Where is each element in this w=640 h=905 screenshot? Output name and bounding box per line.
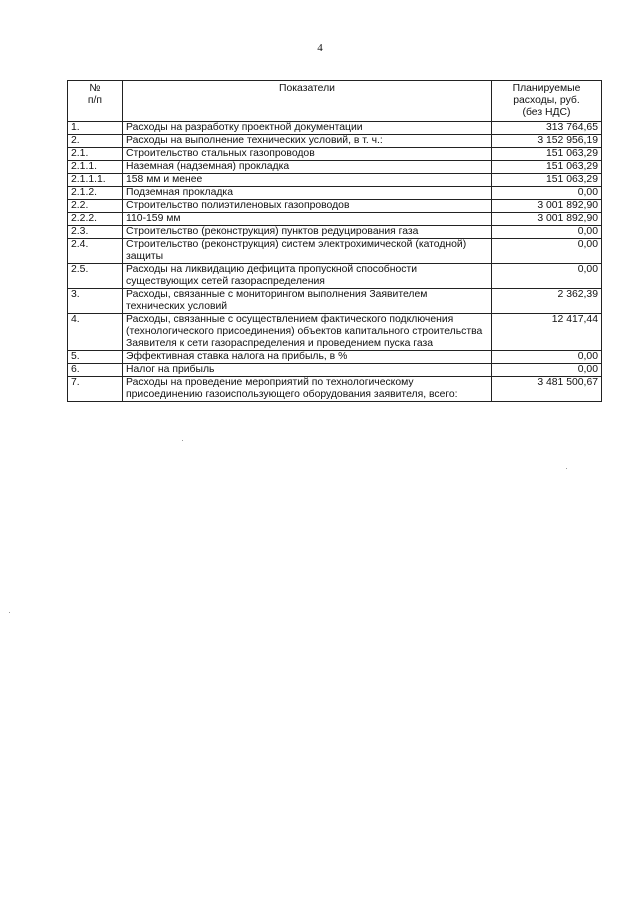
table-row	[68, 135, 602, 148]
row-value: 3 001 892,90	[492, 213, 602, 226]
row-value: 3 481 500,67	[492, 377, 602, 402]
row-value: 151 063,29	[492, 148, 602, 161]
table-row	[68, 174, 602, 187]
row-value: 12 417,44	[492, 314, 602, 351]
row-indicator: 158 мм и менее	[123, 174, 492, 187]
row-value: 3 001 892,90	[492, 200, 602, 213]
page-number: 4	[317, 42, 323, 54]
row-value: 0,00	[492, 226, 602, 239]
header-num-line2: п/п	[87, 95, 103, 106]
row-indicator: Строительство (реконструкция) систем электрохимической (катодной) защиты	[123, 239, 492, 264]
row-indicator: Строительство стальных газопроводов	[123, 148, 492, 161]
row-indicator: Расходы на проведение мероприятий по технологическому присоединению газоиспользующего оборудования заявителя, всего:	[123, 377, 492, 402]
header-num	[68, 81, 123, 122]
row-value: 0,00	[492, 264, 602, 289]
header-cost	[492, 81, 602, 122]
table-row	[68, 239, 602, 264]
table-row	[68, 148, 602, 161]
row-number: 2.1.	[68, 148, 123, 161]
scan-speck	[566, 468, 567, 469]
row-indicator: Расходы на выполнение технических условий, в т. ч.:	[123, 135, 492, 148]
row-value: 151 063,29	[492, 174, 602, 187]
row-indicator: Расходы на ликвидацию дефицита пропускной способности существующих сетей газораспределения	[123, 264, 492, 289]
row-number: 2.3.	[68, 226, 123, 239]
row-number: 5.	[68, 351, 123, 364]
scan-speck	[182, 440, 183, 441]
row-number: 2.1.1.	[68, 161, 123, 174]
table-row	[68, 264, 602, 289]
row-value: 0,00	[492, 351, 602, 364]
row-number: 7.	[68, 377, 123, 402]
row-indicator: Наземная (надземная) прокладка	[123, 161, 492, 174]
row-indicator: Расходы, связанные с мониторингом выполнения Заявителем технических условий	[123, 289, 492, 314]
scan-speck	[9, 612, 10, 613]
table-body	[68, 122, 602, 402]
table-row	[68, 213, 602, 226]
table-row	[68, 364, 602, 377]
row-value: 313 764,65	[492, 122, 602, 135]
table-row	[68, 351, 602, 364]
row-indicator: Строительство (реконструкция) пунктов редуцирования газа	[123, 226, 492, 239]
row-indicator: Расходы на разработку проектной документации	[123, 122, 492, 135]
row-number: 2.	[68, 135, 123, 148]
row-value: 151 063,29	[492, 161, 602, 174]
row-number: 2.2.2.	[68, 213, 123, 226]
row-number: 2.5.	[68, 264, 123, 289]
row-number: 2.2.	[68, 200, 123, 213]
row-indicator: Эффективная ставка налога на прибыль, в %	[123, 351, 492, 364]
header-num-line1: №	[89, 83, 101, 94]
row-number: 3.	[68, 289, 123, 314]
header-indicators	[123, 81, 492, 122]
row-number: 6.	[68, 364, 123, 377]
table-header-row	[68, 81, 602, 122]
table-row	[68, 200, 602, 213]
row-indicator: Строительство полиэтиленовых газопроводов	[123, 200, 492, 213]
cost-table	[67, 80, 602, 402]
table-row	[68, 226, 602, 239]
table-row	[68, 314, 602, 351]
table-row	[68, 187, 602, 200]
table-row	[68, 377, 602, 402]
row-number: 2.4.	[68, 239, 123, 264]
row-value: 2 362,39	[492, 289, 602, 314]
row-value: 3 152 956,19	[492, 135, 602, 148]
row-indicator: Подземная прокладка	[123, 187, 492, 200]
row-indicator: Расходы, связанные с осуществлением фактического подключения (технологического присоединения) объектов капитального строительства Заявителя к сети газораспределения и проведением пуска газа	[123, 314, 492, 351]
row-number: 2.1.2.	[68, 187, 123, 200]
row-value: 0,00	[492, 239, 602, 264]
table-row	[68, 289, 602, 314]
table-row	[68, 161, 602, 174]
row-value: 0,00	[492, 187, 602, 200]
table-row	[68, 122, 602, 135]
row-value: 0,00	[492, 364, 602, 377]
row-indicator: Налог на прибыль	[123, 364, 492, 377]
header-indicators-label: Показатели	[279, 83, 335, 94]
row-number: 1.	[68, 122, 123, 135]
row-indicator: 110-159 мм	[123, 213, 492, 226]
header-cost-line1: Планируемые	[512, 83, 581, 94]
header-cost-line3: (без НДС)	[522, 107, 571, 118]
header-cost-line2: расходы, руб.	[513, 95, 580, 106]
row-number: 2.1.1.1.	[68, 174, 123, 187]
row-number: 4.	[68, 314, 123, 351]
